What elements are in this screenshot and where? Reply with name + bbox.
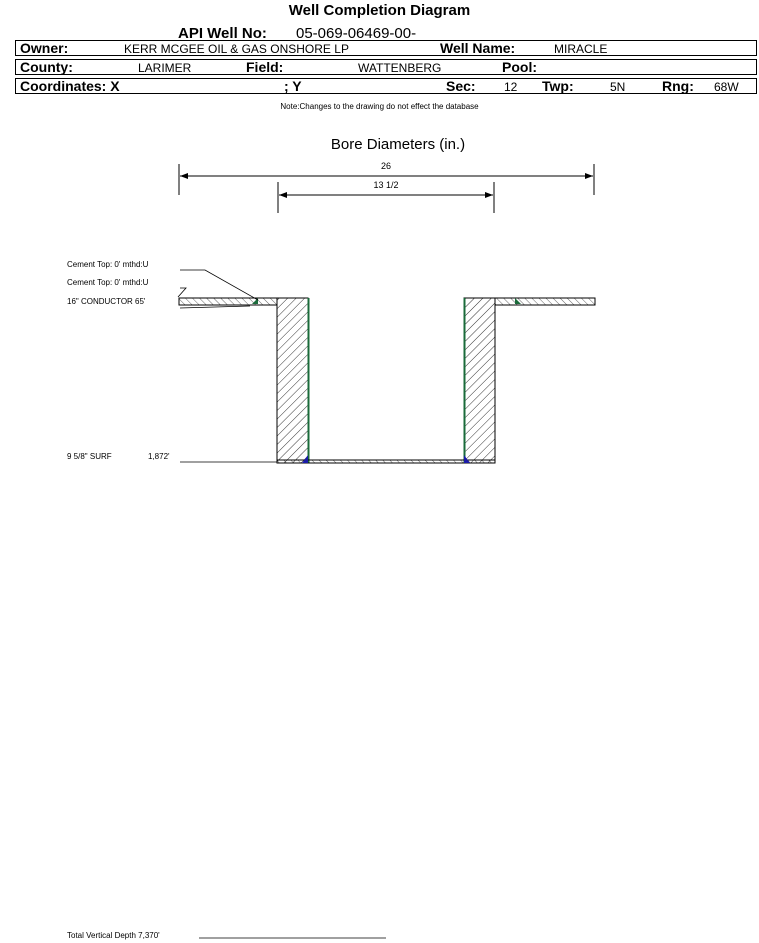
field-label: Field: bbox=[246, 59, 284, 75]
dim-outer-label: 26 bbox=[380, 161, 392, 171]
surface-casing-label: 9 5/8" SURF bbox=[67, 452, 112, 461]
sec-value: 12 bbox=[504, 80, 518, 94]
dim-inner-label: 13 1/2 bbox=[373, 180, 399, 190]
conductor-leader bbox=[180, 306, 250, 308]
cement-top-2-label: Cement Top: 0' mthd:U bbox=[67, 278, 149, 287]
api-value: 05-069-06469-00- bbox=[296, 25, 417, 42]
pool-label: Pool: bbox=[502, 59, 537, 75]
owner-value: KERR MCGEE OIL & GAS ONSHORE LP bbox=[124, 42, 349, 56]
county-label: County: bbox=[20, 59, 73, 75]
cement-top-1-leader bbox=[180, 270, 258, 300]
api-label: API Well No: bbox=[178, 25, 267, 42]
page-title: Well Completion Diagram bbox=[288, 2, 471, 19]
conductor-label: 16" CONDUCTOR 65' bbox=[67, 297, 146, 306]
cement-top-2-leader bbox=[178, 288, 186, 297]
well-name-label: Well Name: bbox=[440, 40, 516, 56]
note-text: Note:Changes to the drawing do not effect the database bbox=[280, 102, 479, 111]
county-value: LARIMER bbox=[138, 61, 192, 75]
left-cement-annulus bbox=[277, 298, 308, 463]
rng-value: 68W bbox=[714, 80, 739, 94]
owner-label: Owner: bbox=[20, 40, 69, 56]
tvd-label: Total Vertical Depth 7,370' bbox=[67, 931, 160, 940]
coordinates-label: Coordinates: X bbox=[20, 78, 120, 94]
diagram-title: Bore Diameters (in.) bbox=[330, 136, 466, 153]
twp-label: Twp: bbox=[542, 78, 574, 94]
conductor-left-flange bbox=[179, 298, 277, 305]
field-value: WATTENBERG bbox=[358, 61, 442, 75]
cement-top-1-label: Cement Top: 0' mthd:U bbox=[67, 260, 149, 269]
coordinate-y-label: ; Y bbox=[284, 78, 302, 94]
rng-label: Rng: bbox=[662, 78, 694, 94]
surface-depth-label: 1,872' bbox=[148, 452, 170, 461]
bottom-plug bbox=[277, 460, 495, 463]
sec-label: Sec: bbox=[446, 78, 476, 94]
well-name-value: MIRACLE bbox=[554, 42, 608, 56]
twp-value: 5N bbox=[610, 80, 626, 94]
conductor-right-flange bbox=[495, 298, 595, 305]
right-cement-annulus bbox=[464, 298, 495, 463]
